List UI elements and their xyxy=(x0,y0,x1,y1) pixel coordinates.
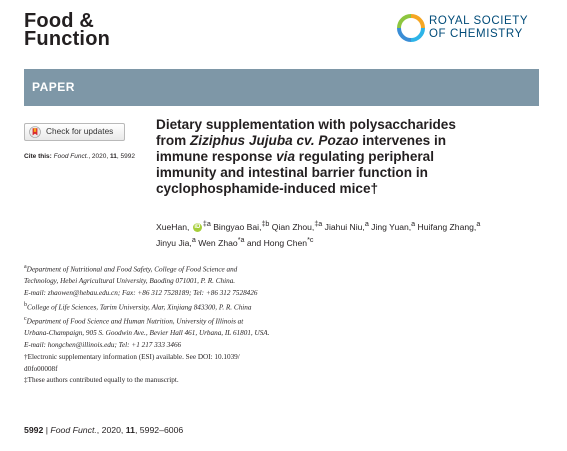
species-name: Ziziphus Jujuba cv. Pozao xyxy=(189,133,359,148)
author: Qian Zhou, xyxy=(269,221,315,232)
article-type-band xyxy=(24,69,539,106)
title-line: Dietary supplementation with polysaccharides xyxy=(156,117,456,132)
crossmark-icon xyxy=(29,126,41,138)
journal-name-line1: Food & xyxy=(24,10,95,32)
equal-contribution-note: ‡These authors contributed equally to the manuscript. xyxy=(24,376,179,385)
journal-name-line2: Function xyxy=(24,28,111,50)
author: Jinyu Jia, xyxy=(156,237,192,248)
affiliation-email: E-mail: hongchen@illinois.edu; Tel: +1 217 333 3466 xyxy=(24,340,182,349)
affiliation-line: $^c$Department of Food Science and Human Nutrition, University of Illinois at xyxy=(24,315,244,326)
title-line: immunity and intestinal barrier function in xyxy=(156,165,428,180)
citation-label: Cite this: xyxy=(24,153,52,160)
rsc-logo xyxy=(396,13,426,43)
esi-doi: d0fo00008f xyxy=(24,364,58,373)
citation-page: , 5992 xyxy=(116,153,135,160)
affiliation-line: Urbana-Champaign, 905 S. Goodwin Ave., Bevier Hall 461, Urbana, IL 61801, USA. xyxy=(24,329,270,338)
affiliation-line: $^a$Department of Nutritional and Food Safety, College of Food Science and xyxy=(24,264,238,274)
affiliation-email: E-mail: zhaowen@hebau.edu.cn; Fax: +86 312 7528189; Tel: +86 312 7528426 xyxy=(24,288,258,297)
author: XueHan, xyxy=(156,221,190,232)
citation-year: , 2020, xyxy=(88,153,110,160)
esi-note: †Electronic supplementary information (ESI) available. See DOI: 10.1039/ xyxy=(24,352,240,361)
author: Bingyao Bai, xyxy=(210,221,262,232)
title-line: immune response via regulating peripheral xyxy=(156,149,435,164)
footer-volume: 11 xyxy=(125,425,135,435)
author: Jiahui Niu, xyxy=(322,221,365,232)
author: and Hong Chen xyxy=(244,237,308,248)
citation-volume: 11 xyxy=(110,153,117,160)
journal-name xyxy=(24,12,110,48)
author: Huifang Zhang, xyxy=(415,221,477,232)
citation-journal: Food Funct. xyxy=(53,153,89,160)
affiliation-line: Technology, Hebei Agricultural University, Baoding 071001, P. R. China. xyxy=(24,277,236,286)
article-type: PAPER xyxy=(32,80,75,94)
orcid-icon[interactable]: iD xyxy=(194,224,201,231)
page-footer: 5992 | Food Funct., 2020, 11, 5992–6006 xyxy=(24,425,184,435)
publisher-name-line1: ROYAL SOCIETY xyxy=(429,15,529,27)
publisher-name-line2: OF CHEMISTRY xyxy=(429,28,523,40)
title-line: from Ziziphus Jujuba cv. Pozao intervenes in xyxy=(156,133,447,148)
author: Jing Yuan, xyxy=(368,221,412,232)
affiliations xyxy=(24,262,364,387)
footer-journal: Food Funct. xyxy=(50,425,97,435)
author-list xyxy=(156,218,536,250)
affiliation-line: $^b$College of Life Sciences, Tarim University, Alar, Xinjiang 843300, P. R. China xyxy=(24,301,252,312)
author: Wen Zhao xyxy=(195,237,238,248)
publisher-logo xyxy=(396,12,546,46)
title-line: cyclophosphamide-induced mice† xyxy=(156,181,379,196)
check-for-updates-label: Check for updates xyxy=(46,126,114,136)
citation xyxy=(24,153,135,160)
author-line: Jinyu Jia,$^a$ Wen Zhao$^{*a}$ and Hong Chen$^{*c}$ xyxy=(156,235,314,248)
check-for-updates-button[interactable] xyxy=(24,123,125,141)
author-line: XueHan, iD $^{\ddagger a}$ Bingyao Bai,$^{\ddagger b}$ Qian Zhou,$^{\ddagger a}$ Jiahui Niu,$^a$ Jing Yuan,$^a$ Huifang Zhang,$^a$ xyxy=(156,220,481,232)
page-number: 5992 xyxy=(24,425,44,435)
publisher-name xyxy=(429,15,528,41)
article-title xyxy=(156,117,536,197)
